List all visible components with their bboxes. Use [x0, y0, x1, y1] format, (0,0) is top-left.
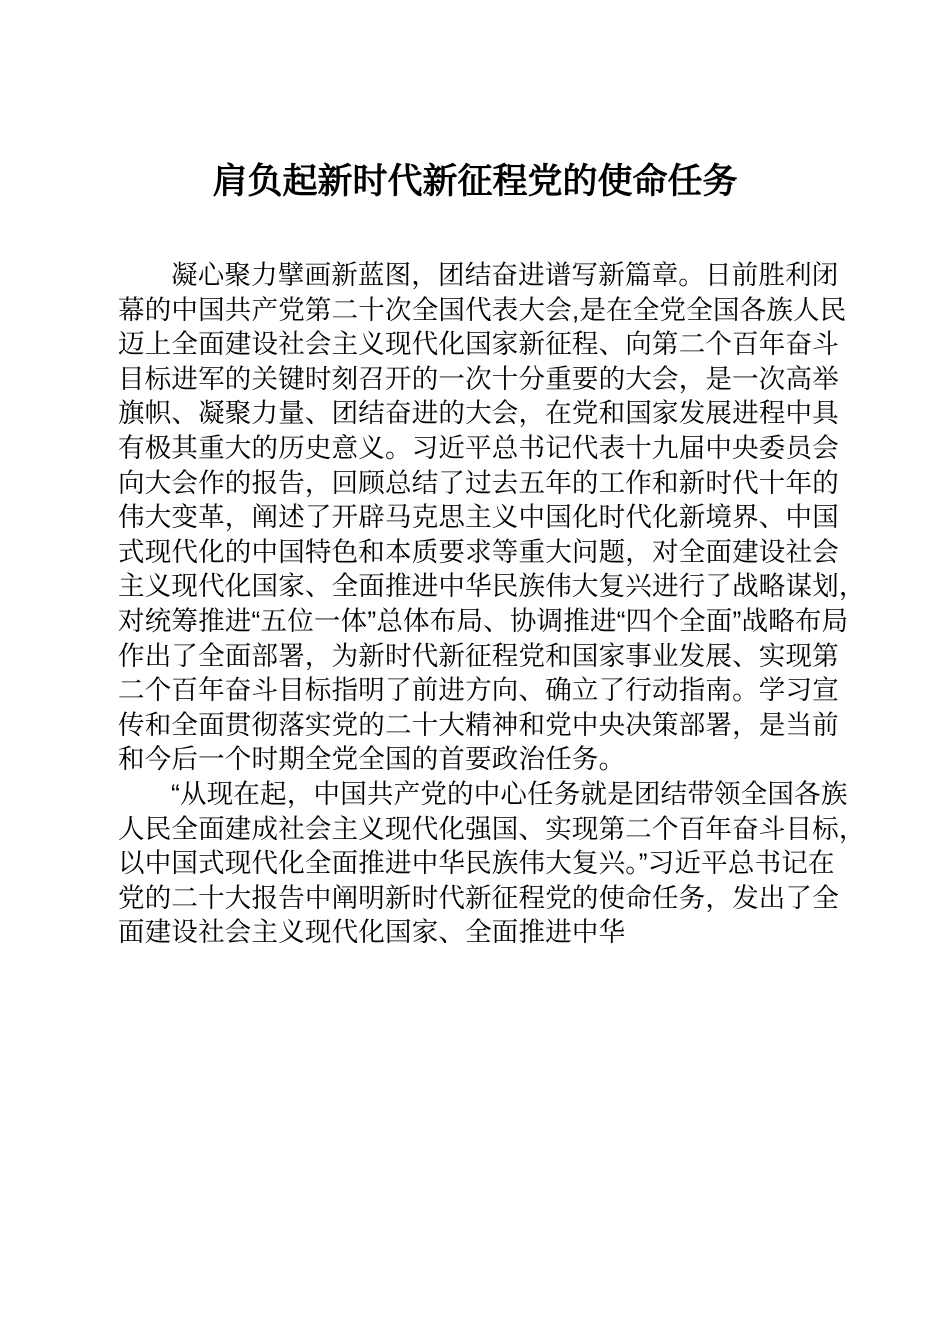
text-line: 旗帜、凝聚力量、团结奋进的大会，在党和国家发展进程中具: [118, 398, 839, 429]
text-line: 迈上全面建设社会主义现代化国家新征程、向第二个百年奋斗: [118, 329, 839, 360]
text-line: 以中国式现代化全面推进中华民族伟大复兴。”习近平总书记在: [118, 848, 835, 879]
text-line: 有极其重大的历史意义。习近平总书记代表十九届中央委员会: [118, 432, 839, 463]
text-line: 传和全面贯彻落实党的二十大精神和党中央决策部署，是当前: [118, 709, 839, 740]
text-line: 主义现代化国家、全面推进中华民族伟大复兴进行了战略谋划，: [118, 571, 866, 602]
document-body: [0, 258, 950, 950]
text-line: 和今后一个时期全党全国的首要政治任务。: [118, 744, 626, 775]
text-line: 面建设社会主义现代化国家、全面推进中华: [118, 917, 626, 948]
paragraph: [118, 258, 866, 777]
text-line: 作出了全面部署，为新时代新征程党和国家事业发展、实现第: [118, 640, 839, 671]
text-line: 目标进军的关键时刻召开的一次十分重要的大会，是一次高举: [118, 363, 839, 394]
text-line: 式现代化的中国特色和本质要求等重大问题，对全面建设社会: [118, 536, 839, 567]
text-line: 对统筹推进“五位一体”总体布局、协调推进“四个全面”战略布局: [118, 605, 849, 636]
document-title: 肩负起新时代新征程党的使命任务: [212, 162, 738, 201]
text-line: 人民全面建成社会主义现代化强国、实现第二个百年奋斗目标，: [118, 813, 866, 844]
text-line: 二个百年奋斗目标指明了前进方向、确立了行动指南。学习宣: [118, 675, 839, 706]
text-line: 向大会作的报告，回顾总结了过去五年的工作和新时代十年的: [118, 467, 839, 498]
text-line: 伟大变革，阐述了开辟马克思主义中国化时代化新境界、中国: [118, 502, 839, 533]
text-line: 幕的中国共产党第二十次全国代表大会,是在全党全国各族人民: [118, 294, 847, 325]
text-line: 党的二十大报告中阐明新时代新征程党的使命任务，发出了全: [118, 882, 839, 913]
text-line: 凝心聚力擘画新蓝图，团结奋进谱写新篇章。日前胜利闭: [171, 260, 839, 290]
text-line: “从现在起，中国共产党的中心任务就是团结带领全国各族: [171, 778, 848, 809]
paragraph: [118, 777, 866, 950]
